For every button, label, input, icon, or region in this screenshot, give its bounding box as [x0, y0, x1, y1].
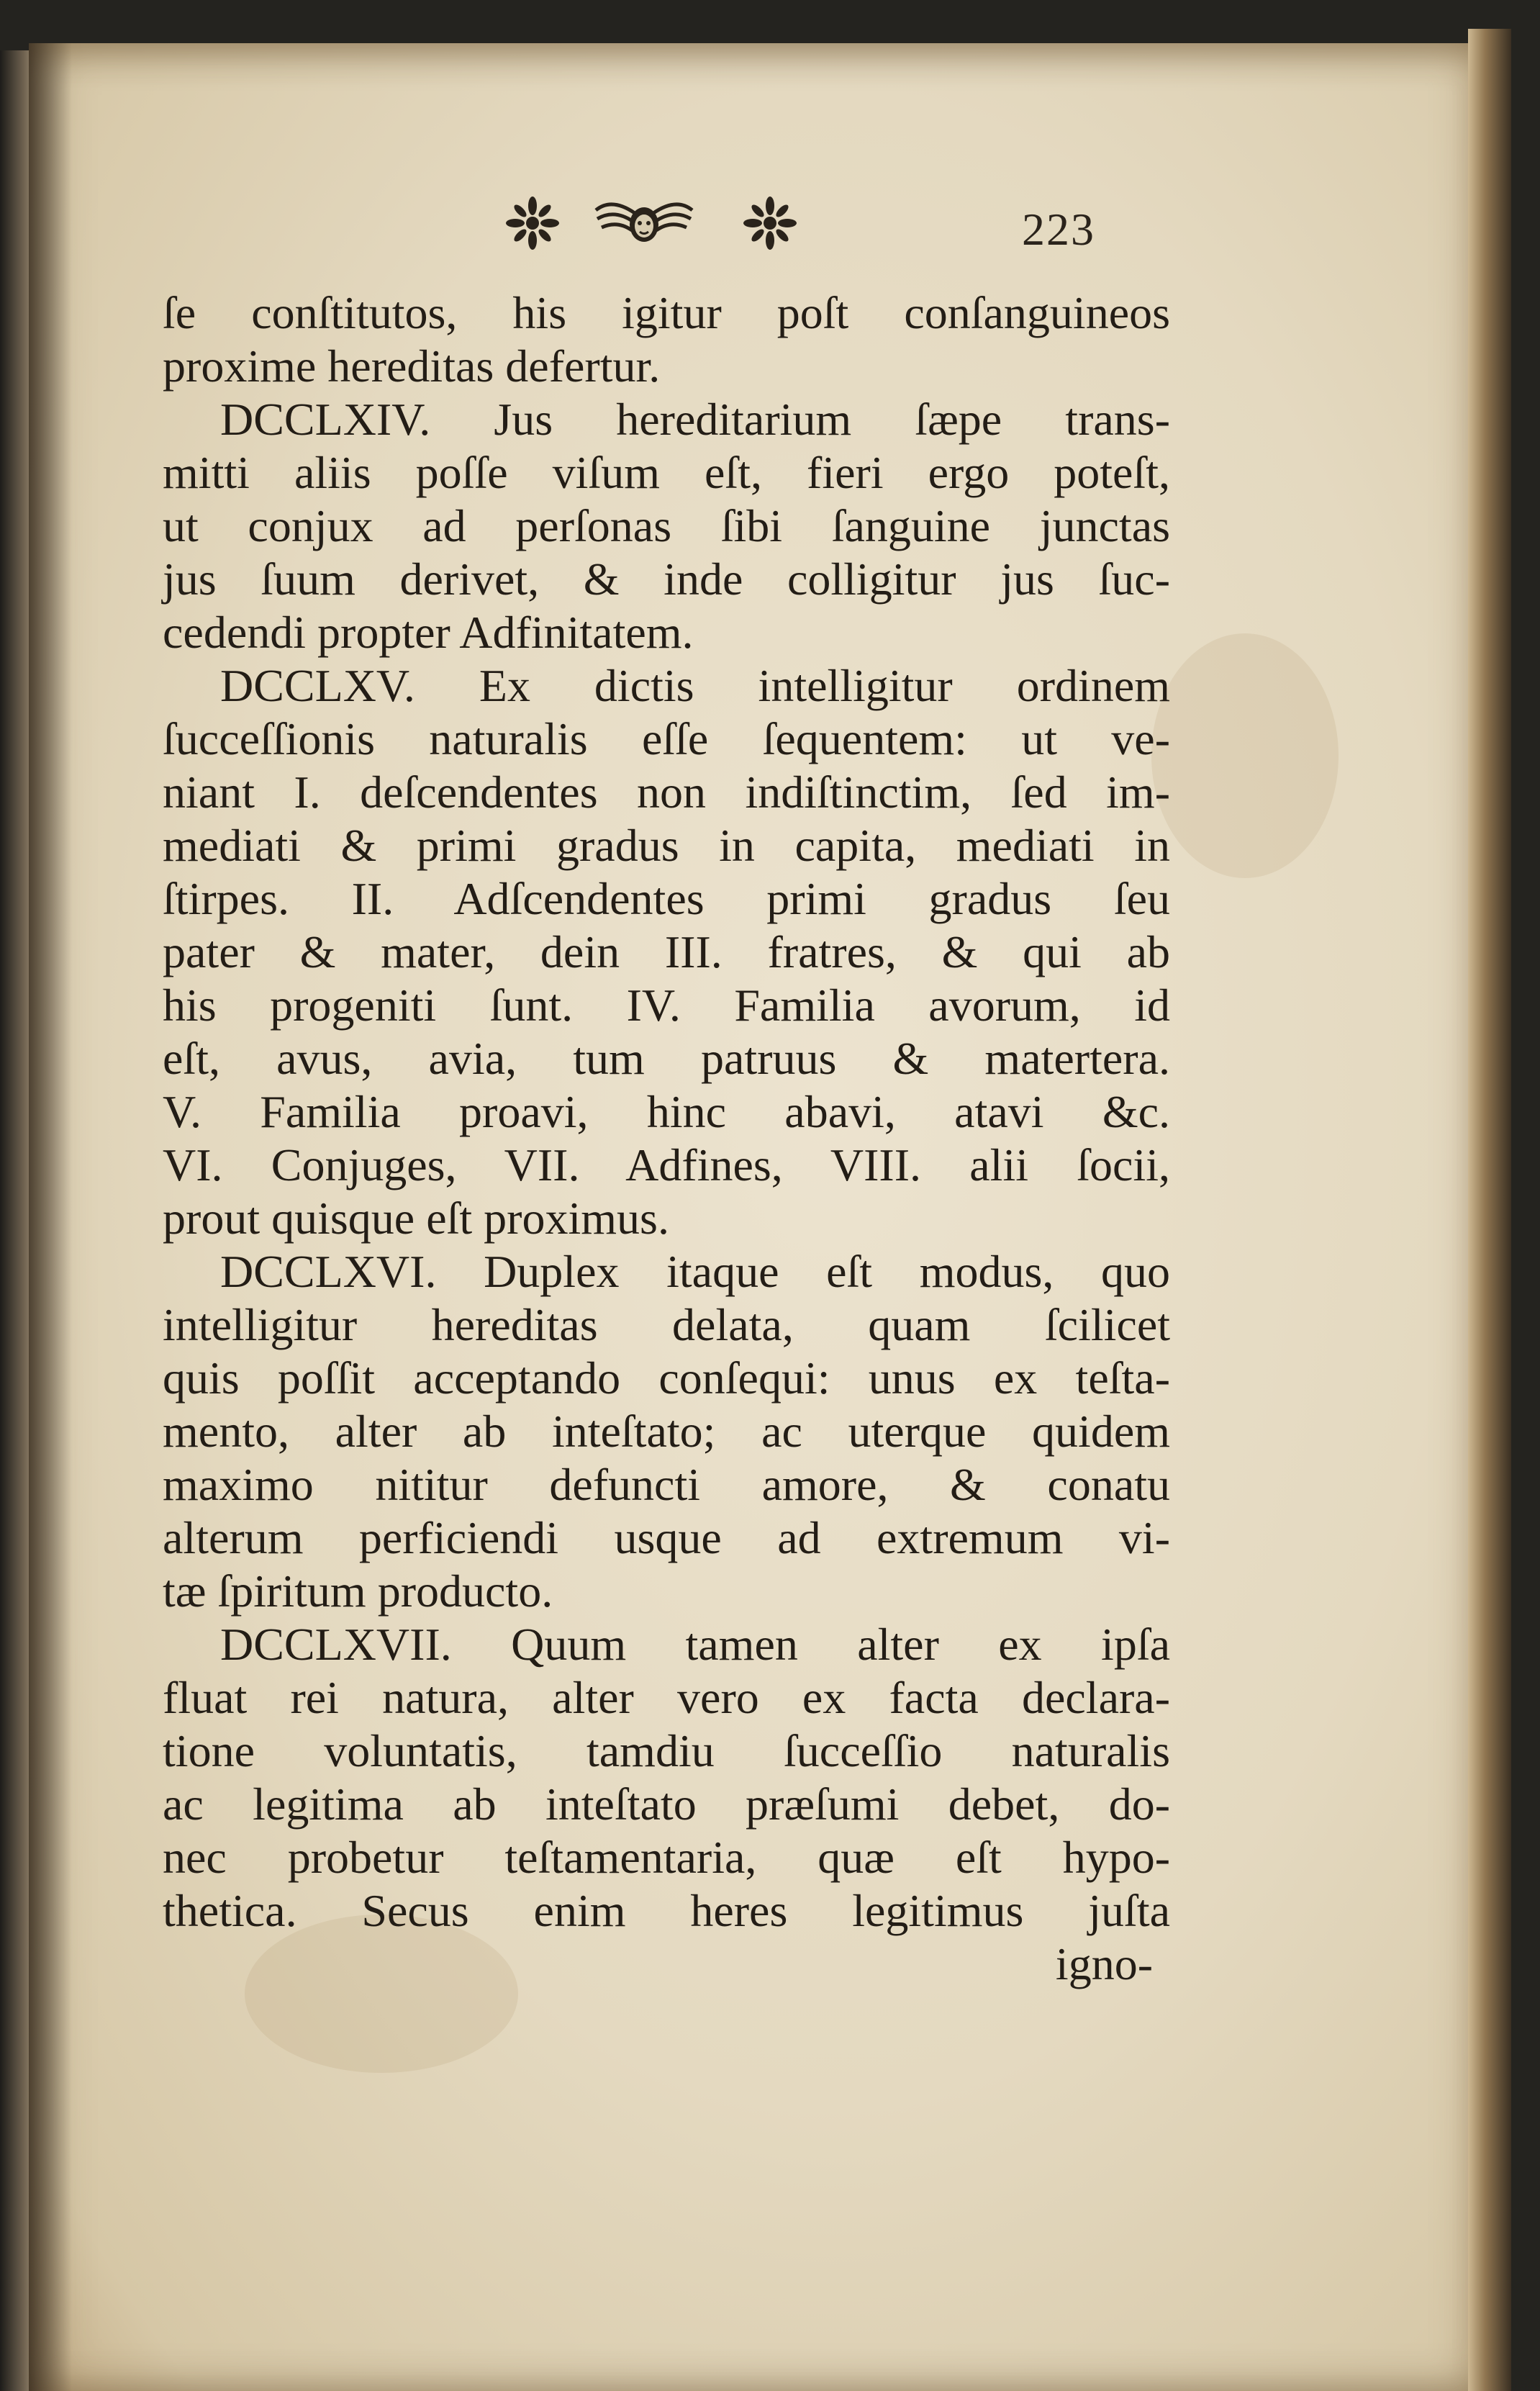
- paper-stain: [1151, 633, 1339, 878]
- body-text: [163, 286, 1170, 1991]
- star-flower-icon: [504, 194, 561, 252]
- text-line: tione voluntatis, tamdiu ſucceſſio naturalis: [163, 1725, 1170, 1776]
- text-line: ſucceſſionis naturalis eſſe ſequentem: ut ve-: [163, 713, 1170, 764]
- text-line: DCCLXVI. Duplex itaque eſt modus, quo: [220, 1246, 1170, 1297]
- text-line: cedendi propter Adfinitatem.: [163, 607, 694, 658]
- text-line: DCCLXIV. Jus hereditarium ſæpe trans-: [220, 394, 1170, 445]
- text-line: his progeniti ſunt. IV. Familia avorum, id: [163, 980, 1170, 1031]
- text-line: DCCLXV. Ex dictis intelligitur ordinem: [220, 660, 1170, 711]
- text-line: jus ſuum derivet, & inde colligitur jus ſuc-: [163, 553, 1170, 605]
- text-line: proxime hereditas defertur.: [163, 340, 661, 392]
- text-line: prout quisque eſt proximus.: [163, 1193, 669, 1244]
- text-line: tæ ſpiritum producto.: [163, 1565, 553, 1617]
- star-flower-icon: [741, 194, 799, 252]
- text-line: maximo nititur defuncti amore, & conatu: [163, 1459, 1170, 1510]
- text-line: eſt, avus, avia, tum patruus & matertera.: [163, 1033, 1170, 1084]
- cherub-head-icon: [590, 194, 698, 252]
- text-line: thetica. Secus enim heres legitimus juſta: [163, 1885, 1170, 1936]
- text-line: nec probetur teſtamentaria, quæ eſt hypo-: [163, 1832, 1170, 1883]
- text-line: ut conjux ad perſonas ſibi ſanguine junctas: [163, 500, 1170, 551]
- text-line: quis poſſit acceptando conſequi: unus ex teſta-: [163, 1352, 1170, 1404]
- text-line: intelligitur hereditas delata, quam ſcilicet: [163, 1299, 1170, 1350]
- page-number: 223: [1022, 204, 1095, 255]
- text-line: fluat rei natura, alter vero ex facta declara-: [163, 1672, 1170, 1723]
- text-line: ac legitima ab inteſtato præſumi debet, do-: [163, 1778, 1170, 1830]
- text-line: alterum perficiendi usque ad extremum vi-: [163, 1512, 1170, 1563]
- running-header: [0, 194, 1540, 281]
- text-line: ſtirpes. II. Adſcendentes primi gradus ſeu: [163, 873, 1170, 924]
- gutter-shadow: [29, 43, 72, 2391]
- text-line: ſe conſtitutos, his igitur poſt conſanguineos: [163, 287, 1170, 338]
- page-fore-edge: [1468, 29, 1511, 2391]
- catchword: igno-: [1055, 1938, 1153, 1989]
- text-line: V. Familia proavi, hinc abavi, atavi &c.: [163, 1086, 1170, 1137]
- text-line: niant I. deſcendentes non indiſtinctim, ſed im-: [163, 767, 1170, 818]
- text-line: DCCLXVII. Quum tamen alter ex ipſa: [220, 1619, 1170, 1670]
- text-line: mento, alter ab inteſtato; ac uterque quidem: [163, 1406, 1170, 1457]
- text-line: mediati & primi gradus in capita, mediati in: [163, 820, 1170, 871]
- text-line: VI. Conjuges, VII. Adfines, VIII. alii ſocii,: [163, 1139, 1170, 1190]
- text-line: mitti aliis poſſe viſum eſt, fieri ergo poteſt,: [163, 447, 1170, 498]
- text-line: pater & mater, dein III. fratres, & qui ab: [163, 926, 1170, 977]
